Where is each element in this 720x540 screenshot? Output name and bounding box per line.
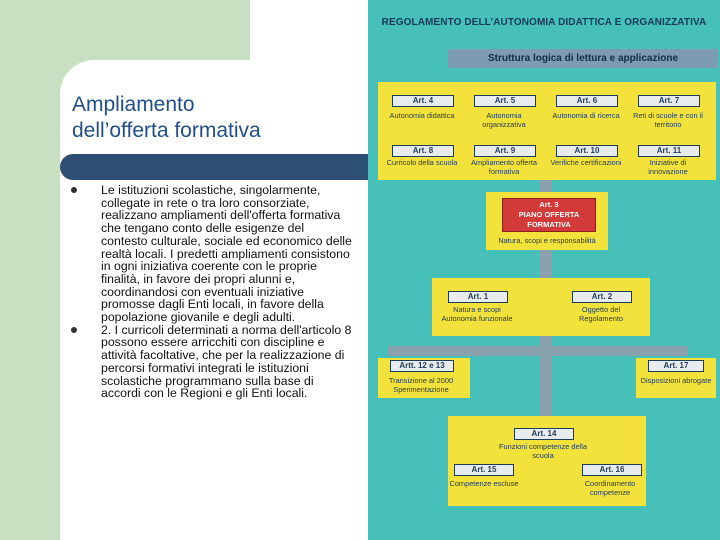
pof-art: Art. 3: [539, 200, 559, 209]
slide-title-line1: Ampliamento: [72, 93, 195, 116]
bullet-text: Le istituzioni scolastiche, singolarmente, collegate in rete o tra loro consorziate, realizzano ampliamenti dell'offerta formativa che tengano conto delle esigenze del contesto culturale, sociale ed economico delle realtà locali. I predetti ampliamenti consistono in ogni iniziativa coerente con le proprie finalità, in favore dei propri alunni e, coordinandosi con eventuali iniziative promosse dagli Enti locali, in favore della popolazione giovanile e degli adulti.: [101, 183, 352, 325]
title-underline-bar: [60, 154, 375, 180]
art-box: Art. 14: [514, 428, 574, 440]
art-caption: Competenze escluse: [449, 479, 519, 488]
bullet-item: [70, 324, 352, 400]
diagram-title: REGOLAMENTO DELL’AUTONOMIA DIDATTICA E ORGANIZZATIVA: [381, 17, 707, 28]
art-caption: Funzioni competenze della scuola: [499, 442, 587, 460]
art-caption: Iniziative di innovazione: [648, 158, 688, 176]
art-caption: Oggetto del Regolamento: [579, 305, 623, 323]
diagram-connector: [388, 346, 688, 356]
art-box: Art. 8: [392, 145, 454, 157]
art-caption: Curricolo della scuola: [386, 158, 458, 167]
art-box: Art. 1: [448, 291, 508, 303]
art-box: Artt. 12 e 13: [390, 360, 454, 372]
art-caption: Verifiche certificazioni: [550, 158, 622, 167]
art-box: Art. 5: [474, 95, 536, 107]
pof-box: [502, 198, 596, 232]
art-caption: Natura, scopi e responsabilità: [498, 236, 596, 245]
bullet-list: [70, 184, 352, 400]
bullet-item: [70, 184, 352, 324]
diagram-subtitle: Struttura logica di lettura e applicazione: [448, 49, 718, 68]
art-caption: Autonomia organizzativa: [482, 111, 526, 129]
bullet-icon: [71, 327, 77, 333]
slide-top-panel: [250, 0, 370, 60]
diagram-connector: [540, 336, 552, 416]
art-caption: Autonomia di ricerca: [552, 111, 620, 120]
regulation-diagram-image: [368, 0, 720, 540]
art-box: Art. 15: [454, 464, 514, 476]
art-box: Art. 7: [638, 95, 700, 107]
bullet-icon: [71, 187, 77, 193]
slide-title: [72, 92, 352, 144]
art-caption: Disposizioni abrogate: [640, 376, 712, 385]
art-box: Art. 2: [572, 291, 632, 303]
art-box: Art. 9: [474, 145, 536, 157]
art-box: Art. 10: [556, 145, 618, 157]
bullet-text: 2. I curricoli determinati a norma dell'articolo 8 possono essere arricchiti con discipline e attività facoltative, che per la realizzazione di percorsi formativi integrati le istituzioni scolastiche programmano sulla base di accordi con le Regioni e gli Enti locali.: [101, 322, 352, 401]
art-caption: Ampliamento offerta formativa: [470, 158, 537, 176]
pof-label: PIANO OFFERTA FORMATIVA: [518, 210, 580, 229]
art-caption: Natura e scopi Autonomia funzionale: [441, 305, 513, 323]
art-box: Art. 4: [392, 95, 454, 107]
art-caption: Reti di scuole e con il territorio: [633, 111, 703, 129]
diagram-connector: [540, 250, 552, 278]
art-box: Art. 11: [638, 145, 700, 157]
slide-title-line2: dell’offerta formativa: [72, 119, 261, 142]
art-caption: Autonomia didattica: [389, 111, 455, 120]
art-caption: Transizione al 2000 Sperimentazione: [388, 376, 454, 394]
art-box: Art. 17: [648, 360, 704, 372]
art-caption: Coordinamento competenze: [584, 479, 636, 497]
art-box: Art. 16: [582, 464, 642, 476]
art-box: Art. 6: [556, 95, 618, 107]
